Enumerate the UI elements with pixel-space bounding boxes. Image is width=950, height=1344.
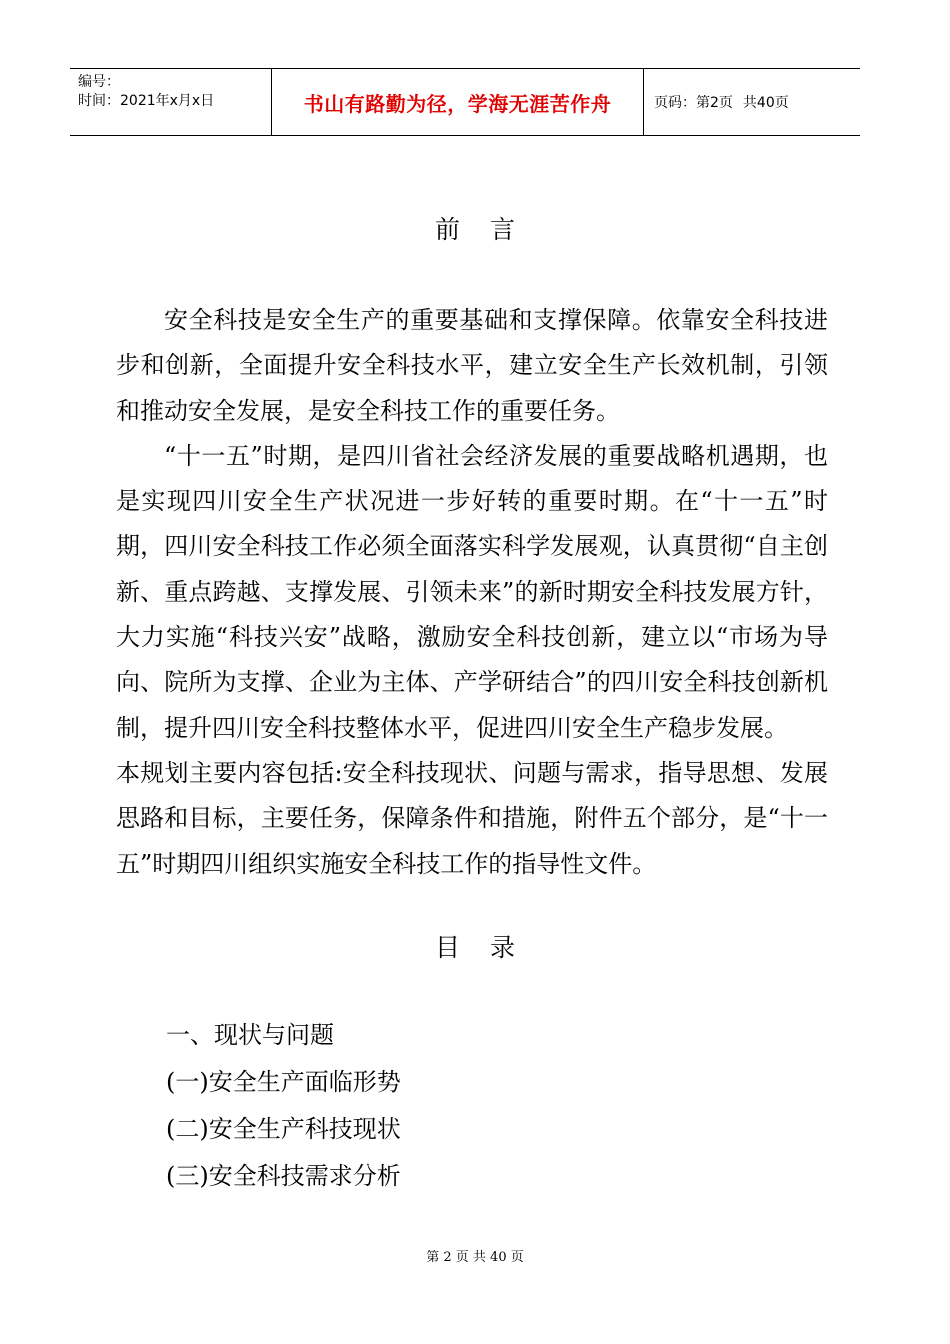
header-slogan: 书山有路勤为径，学海无涯苦作舟 xyxy=(303,91,612,116)
toc-item[interactable]: 一、现状与问题 xyxy=(166,1021,334,1049)
toc-item[interactable]: (三)安全科技需求分析 xyxy=(166,1162,401,1190)
preface-content xyxy=(116,298,828,887)
toc-title: 目录 xyxy=(434,933,545,962)
preface-paragraph-2: “十一五”时期，是四川省社会经济发展的重要战略机遇期，也是实现四川安全生产状况进一步好转的重要时期。在“十一五”时期，四川安全科技工作必须全面落实科学发展观，认真贯彻“自主创新、重点跨越、支撑发展、引领未来”的新时期安全科技发展方针，大力实施“科技兴安”战略，激励安全科技创新，建立以“市场为导向、院所为支撑、企业为主体、产学研结合”的四川安全科技创新机制，提升四川安全科技整体水平，促进四川安全生产稳步发展。 xyxy=(116,441,828,742)
toc-item[interactable]: (一)安全生产面临形势 xyxy=(166,1068,401,1096)
preface-paragraph-1: 安全科技是安全生产的重要基础和支撑保障。依靠安全科技进步和创新，全面提升安全科技水平，建立安全生产长效机制，引领和推动安全发展，是安全科技工作的重要任务。 xyxy=(116,306,828,425)
document-header xyxy=(70,68,860,136)
header-page-info xyxy=(644,69,860,135)
serial-number-label: 编号： xyxy=(78,74,120,90)
toc-list xyxy=(166,1012,401,1200)
header-page-number: 页码：第2页 xyxy=(654,95,733,111)
toc-item[interactable]: (二)安全生产科技现状 xyxy=(166,1115,401,1143)
time-label: 时间：2021年x月x日 xyxy=(78,93,215,109)
header-meta xyxy=(70,69,272,135)
preface-title: 前言 xyxy=(434,215,545,244)
page-footer: 第 2 页 共 40 页 xyxy=(426,1250,524,1265)
preface-paragraph-3: 本规划主要内容包括:安全科技现状、问题与需求，指导思想、发展思路和目标，主要任务，保障条件和措施，附件五个部分，是“十一五”时期四川组织实施安全科技工作的指导性文件。 xyxy=(116,758,828,878)
header-slogan-cell xyxy=(272,69,644,135)
header-page-total: 共40页 xyxy=(742,95,789,111)
